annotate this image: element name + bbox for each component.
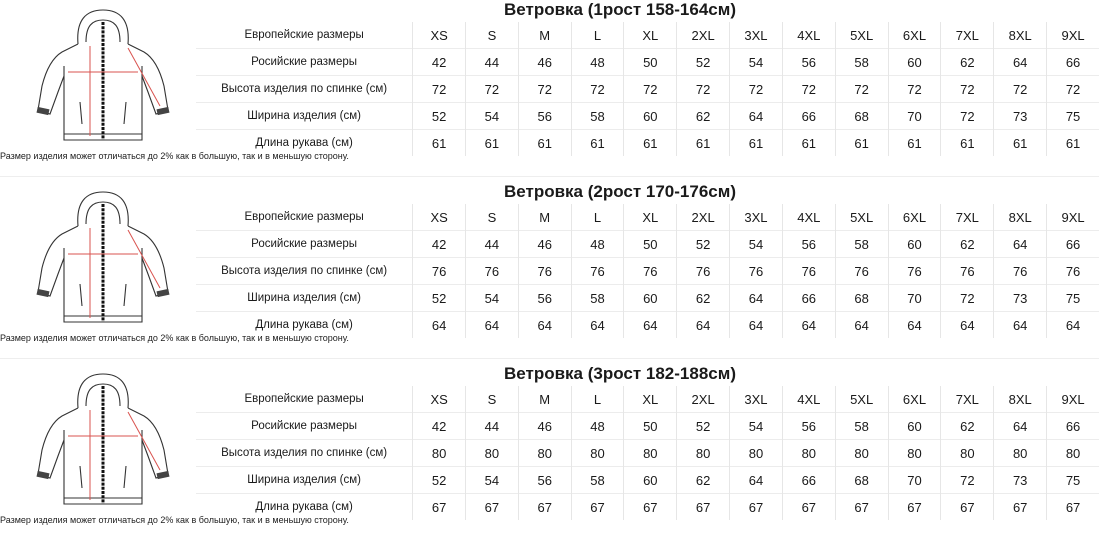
table-cell: 80 [888,440,941,467]
table-cell: 72 [730,76,783,103]
table-cell: 4XL [782,204,835,231]
table-cell: 80 [994,440,1047,467]
table-cell: 80 [518,440,571,467]
table-cell: 56 [518,103,571,130]
table-cell: 62 [677,285,730,312]
table-cell: 76 [677,258,730,285]
table-cell: 72 [994,76,1047,103]
table-cell: M [518,204,571,231]
table-cell: 70 [888,467,941,494]
table-cell: 64 [835,312,888,339]
table-cell: L [571,204,624,231]
table-row [196,440,1099,467]
table-cell: 52 [677,49,730,76]
table-cell: 72 [518,76,571,103]
table-cell: 76 [518,258,571,285]
size-table-block [0,182,1099,364]
table-cell: 76 [994,258,1047,285]
table-cell: 64 [677,312,730,339]
table-cell: XL [624,204,677,231]
table-cell: 56 [518,285,571,312]
table-row [196,22,1099,49]
table-cell: 61 [994,130,1047,157]
row-label: Длина рукава (см) [196,312,413,339]
table-cell: 64 [571,312,624,339]
table-cell: 64 [466,312,519,339]
table-cell: 64 [782,312,835,339]
size-disclaimer-note: Размер изделия может отличаться до 2% как в большую, так и в меньшую сторону. [0,515,349,525]
size-table-block [0,0,1099,182]
row-label: Длина рукава (см) [196,494,413,521]
table-cell: 76 [941,258,994,285]
table-cell: 44 [466,231,519,258]
table-cell: 66 [1047,413,1099,440]
table-cell: 67 [413,494,466,521]
table-cell: 73 [994,467,1047,494]
table-cell: 61 [941,130,994,157]
table-cell: 67 [1047,494,1099,521]
table-cell: 42 [413,413,466,440]
table-cell: 9XL [1047,22,1099,49]
size-table [196,386,1099,520]
row-label: Европейские размеры [244,29,364,41]
table-cell: 4XL [782,22,835,49]
table-row [196,386,1099,413]
table-cell: 7XL [941,22,994,49]
table-cell: 76 [624,258,677,285]
row-label: Росийские размеры [196,49,413,76]
table-cell: S [466,386,519,413]
table-cell: 48 [571,49,624,76]
table-cell: 66 [1047,231,1099,258]
table-cell: 6XL [888,386,941,413]
table-cell: 52 [413,467,466,494]
table-cell: 61 [571,130,624,157]
table-cell: 62 [941,413,994,440]
table-cell: 46 [518,231,571,258]
table-cell: 56 [782,413,835,440]
table-cell: 64 [730,285,783,312]
table-cell: L [571,386,624,413]
table-cell: 61 [1047,130,1099,157]
table-cell: 60 [888,413,941,440]
table-cell: 76 [1047,258,1099,285]
table-cell: S [466,22,519,49]
table-cell: 72 [413,76,466,103]
table-cell: 6XL [888,22,941,49]
table-cell: 64 [994,49,1047,76]
table-cell: 68 [835,467,888,494]
table-cell: 50 [624,231,677,258]
table-cell: 67 [730,494,783,521]
size-disclaimer-note: Размер изделия может отличаться до 2% как в большую, так и в меньшую сторону. [0,333,349,343]
table-cell: 61 [466,130,519,157]
table-cell: 5XL [835,22,888,49]
table-cell: 68 [835,103,888,130]
table-cell: 76 [888,258,941,285]
table-title: Ветровка (3рост 182-188см) [504,364,736,383]
table-cell: 80 [730,440,783,467]
table-cell: 9XL [1047,386,1099,413]
table-cell: 68 [835,285,888,312]
table-cell: 42 [413,49,466,76]
table-cell: 66 [782,285,835,312]
table-cell: 64 [1047,312,1099,339]
table-cell: 6XL [888,204,941,231]
table-cell: 46 [518,413,571,440]
table-cell: XL [624,22,677,49]
jacket-illustration-icon [28,188,178,328]
table-cell: 52 [677,413,730,440]
table-cell: 67 [835,494,888,521]
table-cell: 61 [782,130,835,157]
table-cell: 73 [994,285,1047,312]
size-table-block [0,364,1099,546]
table-cell: 66 [1047,49,1099,76]
table-cell: 3XL [730,22,783,49]
table-cell: 64 [413,312,466,339]
table-cell: 5XL [835,386,888,413]
table-cell: 52 [413,285,466,312]
table-cell: 2XL [677,386,730,413]
table-cell: XS [413,22,466,49]
table-row [196,103,1099,130]
table-cell: 44 [466,49,519,76]
table-cell: XL [624,386,677,413]
table-cell: 58 [835,231,888,258]
table-cell: 76 [466,258,519,285]
table-cell: 80 [624,440,677,467]
table-cell: 72 [466,76,519,103]
jacket-illustration-icon [28,370,178,510]
table-cell: 80 [677,440,730,467]
table-cell: 61 [888,130,941,157]
table-cell: 60 [624,467,677,494]
table-cell: 2XL [677,204,730,231]
table-cell: 72 [835,76,888,103]
row-label: Высота изделия по спинке (см) [196,440,413,467]
table-cell: 64 [888,312,941,339]
table-cell: 48 [571,231,624,258]
table-cell: 58 [571,467,624,494]
table-cell: 76 [782,258,835,285]
row-label: Европейские размеры [244,393,364,405]
table-cell: 8XL [994,386,1047,413]
table-cell: 72 [941,76,994,103]
row-label: Росийские размеры [196,413,413,440]
table-cell: 80 [413,440,466,467]
table-cell: 5XL [835,204,888,231]
table-cell: 7XL [941,204,994,231]
table-cell: 64 [730,103,783,130]
table-cell: 72 [571,76,624,103]
table-cell: 66 [782,103,835,130]
table-row [196,413,1099,440]
table-cell: 60 [624,285,677,312]
table-cell: 61 [677,130,730,157]
row-label: Высота изделия по спинке (см) [196,76,413,103]
size-disclaimer-note: Размер изделия может отличаться до 2% как в большую, так и в меньшую сторону. [0,151,349,161]
table-cell: S [466,204,519,231]
table-cell: 60 [624,103,677,130]
table-cell: 67 [782,494,835,521]
table-cell: 62 [677,467,730,494]
table-cell: 64 [730,312,783,339]
table-cell: 80 [571,440,624,467]
table-cell: 4XL [782,386,835,413]
table-cell: 80 [466,440,519,467]
table-cell: XS [413,204,466,231]
table-row [196,204,1099,231]
table-cell: 75 [1047,285,1099,312]
table-cell: 64 [994,231,1047,258]
table-cell: 3XL [730,386,783,413]
section-divider [0,358,1099,359]
size-table [196,204,1099,338]
table-cell: 67 [677,494,730,521]
table-cell: 64 [941,312,994,339]
table-cell: 73 [994,103,1047,130]
table-row [196,231,1099,258]
table-cell: 54 [466,285,519,312]
row-label: Росийские размеры [196,231,413,258]
table-cell: 80 [1047,440,1099,467]
table-cell: 72 [782,76,835,103]
row-label: Длина рукава (см) [196,130,413,157]
table-cell: 58 [835,49,888,76]
table-cell: 60 [888,49,941,76]
table-cell: 72 [624,76,677,103]
table-row [196,49,1099,76]
table-title: Ветровка (1рост 158-164см) [504,0,736,19]
jacket-illustration-icon [28,6,178,146]
table-cell: 61 [835,130,888,157]
section-divider [0,176,1099,177]
table-cell: 76 [730,258,783,285]
table-row [196,76,1099,103]
row-label: Ширина изделия (см) [196,285,413,312]
table-cell: 54 [730,231,783,258]
table-cell: 72 [1047,76,1099,103]
table-cell: 70 [888,285,941,312]
table-cell: 50 [624,49,677,76]
table-cell: L [571,22,624,49]
table-cell: 72 [941,467,994,494]
table-cell: 76 [835,258,888,285]
table-cell: 72 [677,76,730,103]
row-label: Ширина изделия (см) [196,103,413,130]
table-row [196,467,1099,494]
table-cell: 48 [571,413,624,440]
table-cell: 42 [413,231,466,258]
table-cell: 67 [466,494,519,521]
table-cell: 64 [518,312,571,339]
table-cell: 62 [941,231,994,258]
table-cell: 50 [624,413,677,440]
table-cell: 56 [782,49,835,76]
table-cell: 56 [518,467,571,494]
table-cell: 61 [518,130,571,157]
table-cell: 75 [1047,467,1099,494]
table-cell: 54 [730,413,783,440]
table-cell: M [518,22,571,49]
table-cell: 80 [941,440,994,467]
table-cell: 44 [466,413,519,440]
table-cell: 61 [413,130,466,157]
table-cell: 62 [677,103,730,130]
table-cell: 60 [888,231,941,258]
table-cell: 76 [571,258,624,285]
row-label: Европейские размеры [244,211,364,223]
table-cell: 62 [941,49,994,76]
table-cell: 64 [994,312,1047,339]
table-cell: 64 [730,467,783,494]
table-cell: 52 [413,103,466,130]
table-cell: 66 [782,467,835,494]
table-cell: 80 [835,440,888,467]
table-cell: 72 [941,103,994,130]
table-cell: 67 [994,494,1047,521]
table-cell: 72 [941,285,994,312]
table-cell: 7XL [941,386,994,413]
table-cell: 70 [888,103,941,130]
table-cell: M [518,386,571,413]
table-cell: 2XL [677,22,730,49]
table-title: Ветровка (2рост 170-176см) [504,182,736,201]
table-cell: 72 [888,76,941,103]
table-cell: 67 [941,494,994,521]
table-cell: 8XL [994,204,1047,231]
table-cell: 67 [888,494,941,521]
table-cell: 75 [1047,103,1099,130]
table-cell: 54 [466,103,519,130]
table-row [196,285,1099,312]
table-cell: 67 [571,494,624,521]
table-cell: 64 [994,413,1047,440]
table-cell: 46 [518,49,571,76]
table-cell: 61 [730,130,783,157]
table-cell: 67 [518,494,571,521]
table-cell: 52 [677,231,730,258]
row-label: Ширина изделия (см) [196,467,413,494]
table-cell: 58 [571,103,624,130]
table-cell: 67 [624,494,677,521]
row-label: Высота изделия по спинке (см) [196,258,413,285]
table-cell: XS [413,386,466,413]
table-cell: 61 [624,130,677,157]
table-cell: 8XL [994,22,1047,49]
size-table [196,22,1099,156]
table-cell: 54 [466,467,519,494]
table-cell: 3XL [730,204,783,231]
table-cell: 58 [571,285,624,312]
table-cell: 54 [730,49,783,76]
table-cell: 76 [413,258,466,285]
table-cell: 58 [835,413,888,440]
table-row [196,258,1099,285]
table-cell: 56 [782,231,835,258]
table-cell: 80 [782,440,835,467]
table-cell: 64 [624,312,677,339]
table-cell: 9XL [1047,204,1099,231]
